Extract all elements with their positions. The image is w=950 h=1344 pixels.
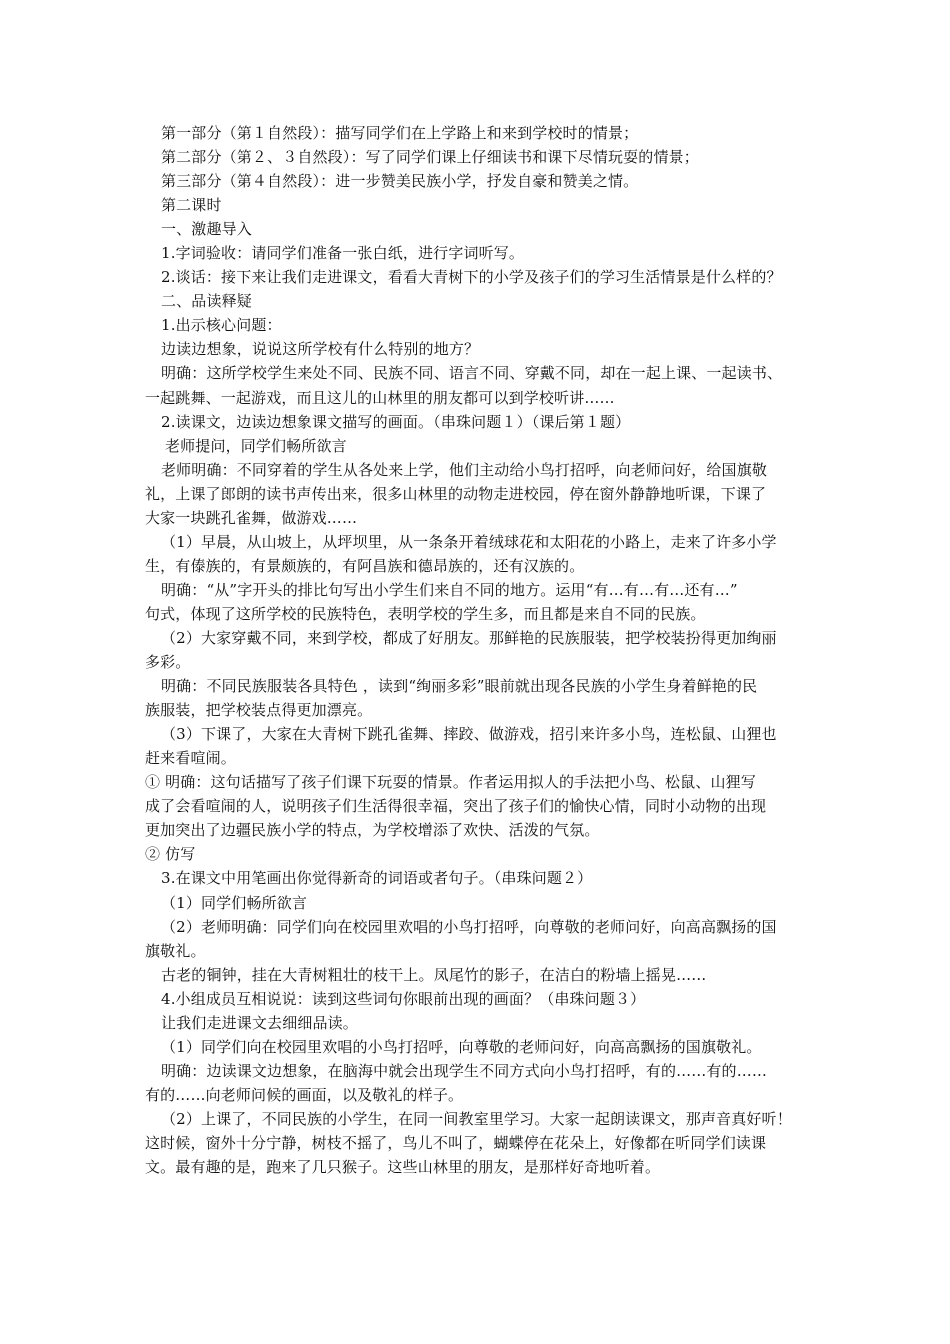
text-line: 边读边想象，说说这所学校有什么特别的地方？ xyxy=(161,340,480,359)
text-line: 句式，体现了这所学校的民族特色，表明学校的学生多，而且都是来自不同的民族。 xyxy=(145,604,706,623)
text-line: 4.小组成员互相说说：读到这些词句你眼前出现的画面？（串珠问题３） xyxy=(161,989,646,1008)
text-line: 2.谈话：接下来让我们走进课文，看看大青树下的小学及孩子们的学习生活情景是什么样的？ xyxy=(161,268,782,287)
text-line: 旗敬礼。 xyxy=(145,941,206,960)
text-line: 老师明确：不同穿着的学生从各处来上学，他们主动给小鸟打招呼，向老师问好，给国旗敬 xyxy=(161,460,768,479)
text-line: （3）下课了，大家在大青树下跳孔雀舞、摔跤、做游戏，招引来许多小鸟，连松鼠、山狸也 xyxy=(161,725,777,744)
text-line: 让我们走进课文去细细品读。 xyxy=(161,1013,358,1032)
text-line: 第三部分（第４自然段）：进一步赞美民族小学，抒发自豪和赞美之情。 xyxy=(161,172,639,191)
text-line: 赶来看喧闹。 xyxy=(145,749,236,768)
text-line: 文。最有趣的是，跑来了几只猴子。这些山林里的朋友，是那样好奇地听着。 xyxy=(145,1158,661,1177)
text-line: 生，有傣族的，有景颇族的，有阿昌族和德昂族的，还有汉族的。 xyxy=(145,556,585,575)
text-line: 这时候，窗外十分宁静，树枝不摇了，鸟儿不叫了，蝴蝶停在花朵上，好像都在听同学们读课 xyxy=(145,1133,767,1152)
text-line: 第二课时 xyxy=(161,196,222,215)
text-line: 2.读课文，边读边想象课文描写的画面。（串珠问题１）（课后第１题） xyxy=(161,412,631,431)
text-line: 多彩。 xyxy=(145,653,191,672)
text-line: （2）大家穿戴不同，来到学校，都成了好朋友。那鲜艳的民族服装，把学校装扮得更加绚丽 xyxy=(161,628,777,647)
text-line: 明确：“从”字开头的排比句写出小学生们来自不同的地方。运用“有…有…有…还有…” xyxy=(161,580,738,599)
text-line: 一、激趣导入 xyxy=(161,220,252,239)
text-line: 明确：这所学校学生来处不同、民族不同、语言不同、穿戴不同，却在一起上课、一起读书、 xyxy=(161,364,783,383)
text-line: （2）老师明确：同学们向在校园里欢唱的小鸟打招呼，向尊敬的老师问好，向高高飘扬的国 xyxy=(161,917,777,936)
text-line: 明确：不同民族服装各具特色 ，读到“绚丽多彩”眼前就出现各民族的小学生身着鲜艳的民 xyxy=(161,677,758,696)
text-line: 第一部分（第１自然段）：描写同学们在上学路上和来到学校时的情景； xyxy=(161,124,639,142)
text-line: 古老的铜钟，挂在大青树粗壮的枝干上。凤尾竹的影子，在洁白的粉墙上摇晃…… xyxy=(161,965,707,984)
document-body xyxy=(145,121,815,1179)
text-line: （1）早晨，从山坡上，从坪坝里，从一条条开着绒球花和太阳花的小路上，走来了许多小学 xyxy=(161,532,777,551)
text-line: 第二部分（第２、３自然段）：写了同学们课上仔细读书和课下尽情玩耍的情景； xyxy=(161,148,699,167)
text-line: 成了会看喧闹的人，说明孩子们生活得很幸福，突出了孩子们的愉快心情，同时小动物的出现 xyxy=(145,797,767,816)
text-line: （1）同学们畅所欲言 xyxy=(161,893,308,912)
text-line: 更加突出了边疆民族小学的特点，为学校增添了欢快、活泼的气氛。 xyxy=(145,821,600,840)
text-line: （1）同学们向在校园里欢唱的小鸟打招呼，向尊敬的老师问好，向高高飘扬的国旗敬礼。 xyxy=(161,1037,762,1056)
text-line: ① 明确：这句话描写了孩子们课下玩耍的情景。作者运用拟人的手法把小鸟、松鼠、山狸写 xyxy=(145,773,756,792)
text-line: 礼，上课了郎朗的读书声传出来，很多山林里的动物走进校园，停在窗外静静地听课，下课了 xyxy=(145,484,767,503)
text-line: 有的……向老师问候的画面，以及敬礼的样子。 xyxy=(145,1085,464,1104)
text-line: ② 仿写 xyxy=(145,845,196,864)
text-line: 一起跳舞、一起游戏，而且这儿的山林里的朋友都可以到学校听讲…… xyxy=(145,388,615,407)
text-line: 二、品读释疑 xyxy=(161,292,252,311)
text-line: （2）上课了，不同民族的小学生，在同一间教室里学习。大家一起朗读课文，那声音真好听！ xyxy=(161,1109,792,1128)
text-line: 3.在课文中用笔画出你觉得新奇的词语或者句子。（串珠问题２） xyxy=(161,869,593,888)
text-line: 大家一块跳孔雀舞，做游戏…… xyxy=(145,508,358,527)
text-line: 明确：边读课文边想象，在脑海中就会出现学生不同方式向小鸟打招呼，有的……有的…… xyxy=(161,1061,768,1080)
text-line: 老师提问，同学们畅所欲言 xyxy=(165,436,347,455)
text-line: 1.字词验收：请同学们准备一张白纸，进行字词听写。 xyxy=(161,244,525,263)
text-line: 族服装，把学校装点得更加漂亮。 xyxy=(145,701,373,720)
text-line: 1.出示核心问题： xyxy=(161,316,282,335)
